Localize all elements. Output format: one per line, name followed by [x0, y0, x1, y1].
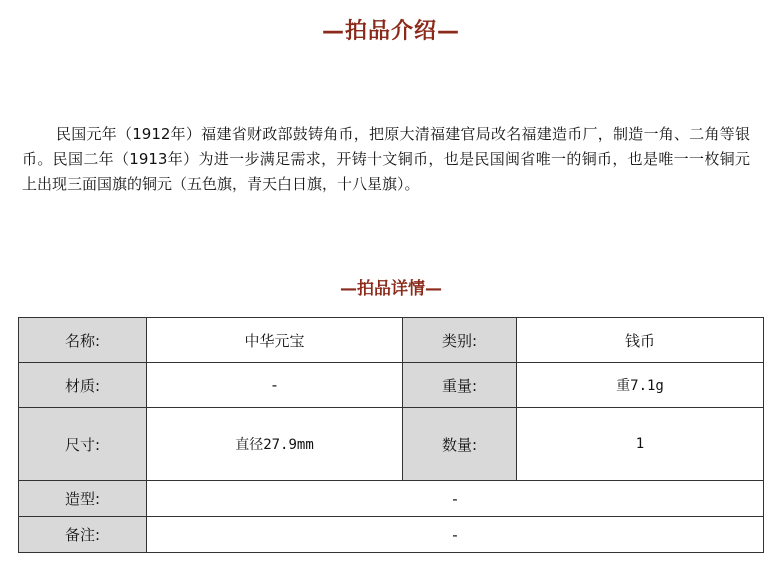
name-value: 中华元宝	[147, 318, 403, 363]
table-row	[19, 517, 764, 553]
category-value: 钱币	[517, 318, 764, 363]
intro-section-title: —拍品介绍—	[321, 19, 460, 44]
category-label: 类别:	[403, 318, 517, 363]
shape-label: 造型:	[19, 481, 147, 517]
remark-label: 备注:	[19, 517, 147, 553]
table-row	[19, 408, 764, 481]
material-label: 材质:	[19, 363, 147, 408]
size-value: 直径27.9mm	[147, 408, 403, 481]
quantity-label: 数量:	[403, 408, 517, 481]
details-table	[18, 317, 764, 553]
shape-value: -	[147, 481, 764, 517]
name-label: 名称:	[19, 318, 147, 363]
weight-value: 重7.1g	[517, 363, 764, 408]
details-section-title: —拍品详情—	[340, 279, 442, 299]
table-row	[19, 363, 764, 408]
intro-paragraph: 民国元年（1912年）福建省财政部鼓铸角币，把原大清福建官局改名福建造币厂，制造一角、二角等银币。民国二年（1913年）为进一步满足需求，开铸十文铜币，也是民国闽省唯一的铜币，也是唯一一枚铜元上出现三面国旗的铜元（五色旗，青天白日旗，十八星旗）。	[22, 125, 750, 193]
size-label: 尺寸:	[19, 408, 147, 481]
weight-label: 重量:	[403, 363, 517, 408]
table-row	[19, 481, 764, 517]
material-value: -	[147, 363, 403, 408]
quantity-value: 1	[517, 408, 764, 481]
remark-value: -	[147, 517, 764, 553]
table-row	[19, 318, 764, 363]
